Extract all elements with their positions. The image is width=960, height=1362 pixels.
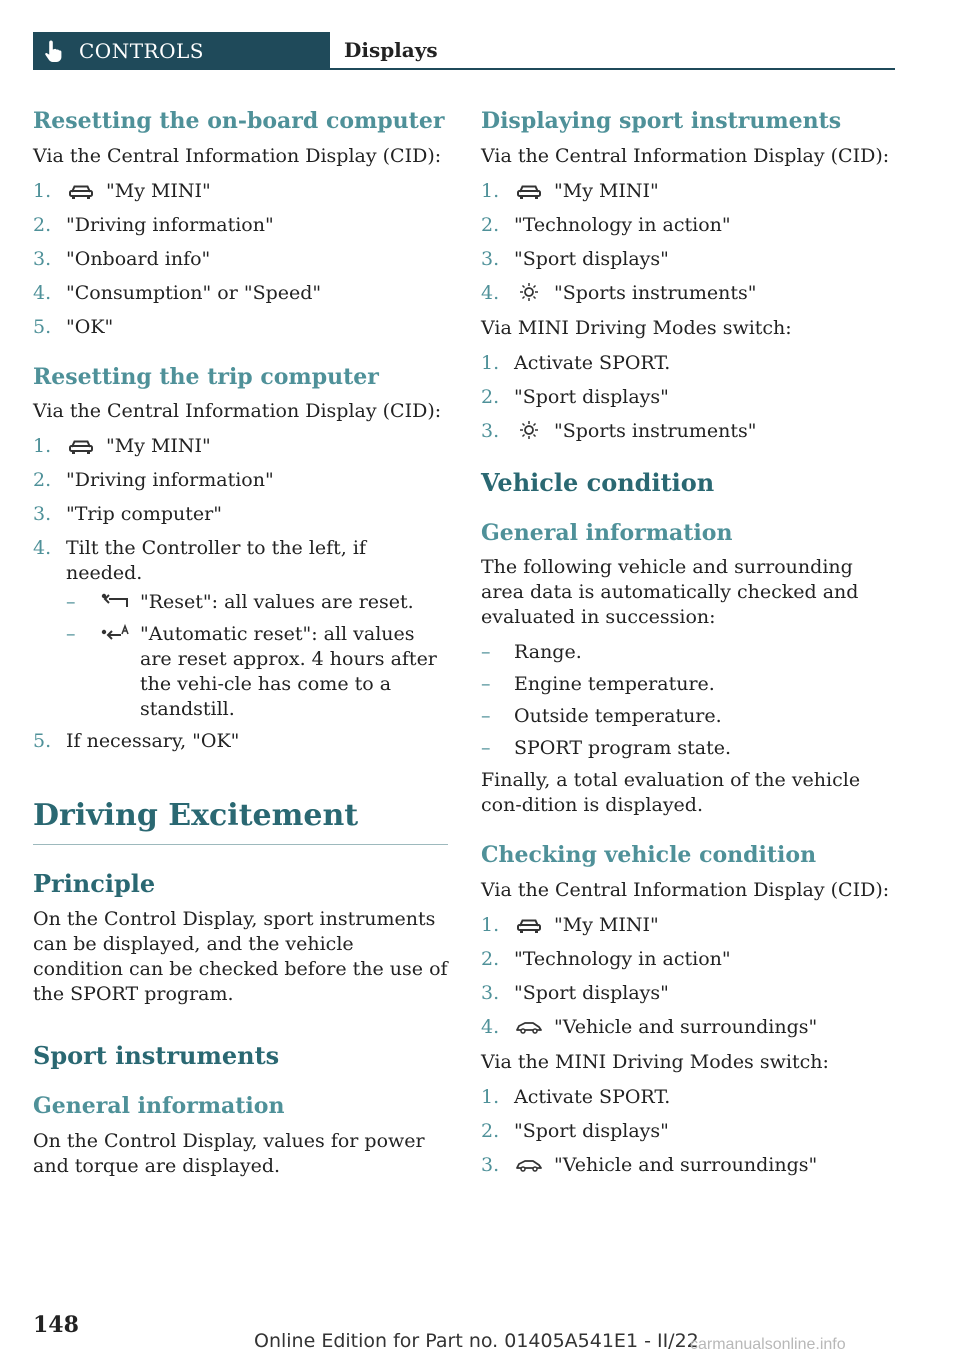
list-item: 3. "Onboard info" bbox=[33, 247, 211, 270]
watermark: carmanualsonline.info bbox=[690, 1336, 846, 1353]
list-item: 1. "My MINI" bbox=[33, 435, 211, 457]
list-item: 3. "Sport displays" bbox=[481, 247, 669, 270]
reset-onboard-steps bbox=[33, 179, 448, 340]
vc-check-intro: Via the Central Information Display (CID): bbox=[481, 878, 890, 901]
list-item: 4. "Consumption" or "Speed" bbox=[33, 281, 322, 304]
vc-check-steps bbox=[481, 913, 896, 1040]
principle-text: On the Control Display, sport instruments can be displayed, and the vehicle condition can be checked before the use of the SPORT program. bbox=[33, 908, 448, 1005]
car-icon bbox=[514, 913, 544, 935]
reset-onboard-intro: Via the Central Information Display (CID): bbox=[33, 144, 442, 167]
vc-check-intro2: Via the MINI Driving Modes switch: bbox=[481, 1050, 829, 1073]
list-item: 5. If necessary, "OK" bbox=[33, 730, 240, 752]
footer-text: Online Edition for Part no. 01405A541E1 - II/22 bbox=[254, 1330, 699, 1352]
right-column bbox=[481, 108, 896, 1188]
list-item: 1. "My MINI" bbox=[481, 913, 659, 936]
vc-check-items bbox=[481, 640, 896, 761]
list-item: – "Reset": all values are reset. bbox=[66, 591, 414, 613]
reset-trip-steps bbox=[33, 434, 448, 754]
list-item: 4. "Vehicle and surroundings" bbox=[481, 1015, 818, 1038]
heading-displaying-sport: Displaying sport instruments bbox=[481, 108, 842, 134]
display-sport-intro2: Via MINI Driving Modes switch: bbox=[481, 316, 792, 339]
list-item: 2. "Technology in action" bbox=[481, 947, 731, 970]
reset-options bbox=[66, 590, 448, 722]
section-tab bbox=[33, 32, 330, 70]
list-item: 2. "Driving information" bbox=[33, 213, 274, 236]
vc-final-text: Finally, a total evaluation of the vehicle con-dition is displayed. bbox=[481, 769, 861, 816]
chapter-title: Displays bbox=[330, 32, 895, 70]
list-item: – Range. bbox=[481, 641, 582, 663]
list-item: – Outside temperature. bbox=[481, 705, 722, 727]
list-item: – "Automatic reset": all values are reset approx. 4 hours after the vehi-cle has come to a standstill. bbox=[66, 623, 437, 720]
reset-trip-intro: Via the Central Information Display (CID): bbox=[33, 400, 442, 422]
reset-icon bbox=[100, 590, 130, 612]
list-item: 5. "OK" bbox=[33, 315, 114, 338]
display-sport-steps2 bbox=[481, 351, 896, 444]
car-icon bbox=[66, 179, 96, 201]
heading-general-information: General information bbox=[33, 1093, 285, 1119]
display-sport-steps bbox=[481, 179, 896, 306]
list-item: – Engine temperature. bbox=[481, 673, 715, 695]
heading-reset-onboard: Resetting the on-board computer bbox=[33, 108, 445, 134]
heading-vehicle-condition: Vehicle condition bbox=[481, 467, 715, 497]
list-item: 1. "My MINI" bbox=[33, 179, 211, 202]
sport-gauge-icon bbox=[514, 281, 544, 303]
page-header bbox=[33, 32, 895, 72]
display-sport-intro: Via the Central Information Display (CID): bbox=[481, 144, 890, 167]
heading-checking-vehicle-condition: Checking vehicle condition bbox=[481, 842, 817, 868]
list-item: 3. "Vehicle and surroundings" bbox=[481, 1153, 818, 1176]
list-item: 1. Activate SPORT. bbox=[481, 351, 671, 374]
sport-gauge-icon bbox=[514, 419, 544, 441]
list-item: 3. "Trip computer" bbox=[33, 503, 222, 525]
automatic-reset-icon bbox=[100, 622, 130, 644]
heading-reset-trip: Resetting the trip computer bbox=[33, 363, 379, 390]
car-icon bbox=[66, 434, 96, 456]
car-side-icon bbox=[514, 1015, 544, 1037]
left-column bbox=[33, 108, 448, 1189]
vc-general-text: The following vehicle and surrounding area data is automatically checked and evaluated in succession: bbox=[481, 556, 859, 628]
general-information-text: On the Control Display, values for power and torque are displayed. bbox=[33, 1129, 425, 1177]
list-item: – SPORT program state. bbox=[481, 737, 732, 759]
list-item: 2. "Driving information" bbox=[33, 469, 274, 491]
list-item: 2. "Technology in action" bbox=[481, 213, 731, 236]
list-item: 2. "Sport displays" bbox=[481, 1119, 669, 1142]
list-item: 3. "Sport displays" bbox=[481, 981, 669, 1004]
list-item: 2. "Sport displays" bbox=[481, 385, 669, 408]
list-item: 1. "My MINI" bbox=[481, 179, 659, 202]
vc-check-steps2 bbox=[481, 1085, 896, 1178]
heading-vc-general-information: General information bbox=[481, 519, 733, 546]
list-item: 1. Activate SPORT. bbox=[481, 1085, 671, 1108]
hand-pointer-icon bbox=[43, 39, 65, 63]
section-label: CONTROLS bbox=[79, 39, 204, 63]
heading-principle: Principle bbox=[33, 869, 156, 898]
car-icon bbox=[514, 179, 544, 201]
page-number: 148 bbox=[33, 1312, 79, 1338]
list-item: 3. "Sports instruments" bbox=[481, 419, 757, 442]
heading-sport-instruments: Sport instruments bbox=[33, 1041, 280, 1070]
heading-driving-excitement: Driving Excitement bbox=[33, 798, 448, 845]
list-item: 4. Tilt the Controller to the left, if needed. bbox=[33, 537, 366, 584]
car-side-icon bbox=[514, 1153, 544, 1175]
list-item: 4. "Sports instruments" bbox=[481, 281, 757, 304]
